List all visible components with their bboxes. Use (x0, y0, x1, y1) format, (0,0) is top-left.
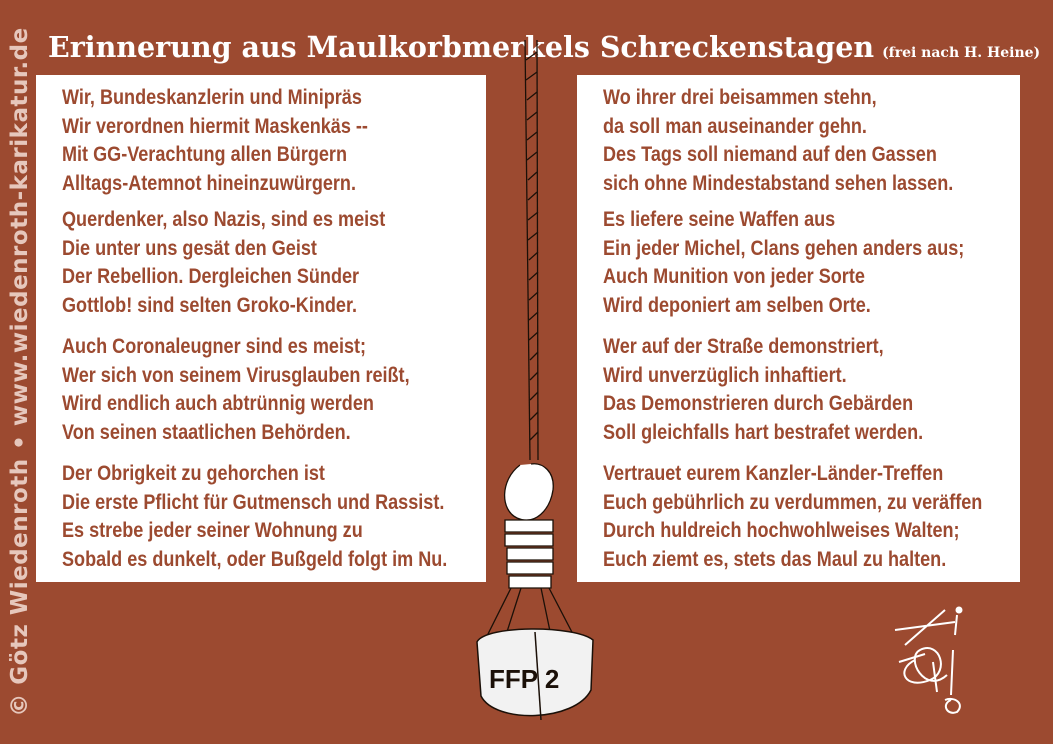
verse-line: da soll man auseinander gehn. (603, 114, 867, 138)
mask-icon (477, 629, 593, 720)
noose-with-mask-illustration (455, 40, 625, 730)
verse-line: Der Rebellion. Dergleichen Sünder (62, 265, 360, 288)
right-stanza-3 (603, 333, 923, 447)
mask-label: FFP 2 (489, 664, 560, 694)
rope-icon (485, 40, 575, 640)
verse-line: Auch Munition von jeder Sorte (603, 265, 865, 288)
left-stanza-1 (62, 84, 368, 198)
verse-line: Ein jeder Michel, Clans gehen anders aus; (603, 236, 965, 260)
verse-line: Wer sich von seinem Virusglauben reißt, (62, 363, 410, 387)
verse-line: Euch gebührlich zu verdummen, zu veräffen (603, 490, 983, 514)
verse-line: sich ohne Mindestabstand sehen lassen. (603, 171, 954, 195)
verse-line: Sobald es dunkelt, oder Bußgeld folgt im Nu. (62, 547, 448, 571)
right-poem-panel (577, 75, 1020, 582)
verse-line: Es liefere seine Waffen aus (603, 208, 836, 231)
verse-line: Mit GG-Verachtung allen Bürgern (62, 143, 347, 166)
verse-line: Wir verordnen hiermit Maskenkäs -- (62, 114, 368, 138)
verse-line: Des Tags soll niemand auf den Gassen (603, 143, 937, 166)
verse-line: Euch ziemt es, stets das Maul zu halten. (603, 547, 947, 571)
verse-line: Gottlob! sind selten Groko-Kinder. (62, 293, 357, 317)
page-title: Erinnerung aus Maulkorbmerkels Schreckenstagen (48, 30, 875, 64)
right-stanza-4 (603, 460, 982, 574)
verse-line: Vertrauet eurem Kanzler-Länder-Treffen (603, 462, 944, 485)
verse-line: Querdenker, also Nazis, sind es meist (62, 208, 386, 231)
verse-line: Alltags-Atemnot hineinzuwürgern. (62, 171, 356, 195)
verse-line: Das Demonstrieren durch Gebärden (603, 392, 914, 415)
verse-line: Wird deponiert am selben Orte. (603, 293, 871, 317)
verse-line: Auch Coronaleugner sind es meist; (62, 335, 367, 358)
right-stanza-2 (603, 206, 964, 320)
page-subtitle: (frei nach H. Heine) (882, 45, 1041, 61)
right-stanza-1 (603, 84, 953, 198)
signature-icon (885, 600, 975, 720)
verse-line: Wir, Bundeskanzlerin und Minipräs (62, 86, 362, 109)
verse-line: Wird endlich auch abtrünnig werden (62, 392, 374, 415)
left-poem-panel (36, 75, 486, 582)
verse-line: Der Obrigkeit zu gehorchen ist (62, 462, 325, 485)
left-stanza-4 (62, 460, 447, 574)
side-credit (0, 0, 40, 744)
verse-line: Die erste Pflicht für Gutmensch und Rassist. (62, 490, 445, 514)
verse-line: Wird unverzüglich inhaftiert. (603, 363, 847, 387)
credit-text: © Götz Wiedenroth • www.wiedenroth-karikatur.de (7, 27, 33, 717)
verse-line: Von seinen staatlichen Behörden. (62, 420, 351, 444)
left-stanza-3 (62, 333, 410, 447)
verse-line: Durch huldreich hochwohlweises Walten; (603, 519, 960, 542)
verse-line: Wo ihrer drei beisammen stehn, (603, 86, 877, 109)
left-stanza-2 (62, 206, 385, 320)
verse-line: Es strebe jeder seiner Wohnung zu (62, 519, 363, 542)
verse-line: Die unter uns gesät den Geist (62, 236, 317, 260)
verse-line: Soll gleichfalls hart bestrafet werden. (603, 420, 924, 444)
verse-line: Wer auf der Straße demonstriert, (603, 335, 884, 358)
